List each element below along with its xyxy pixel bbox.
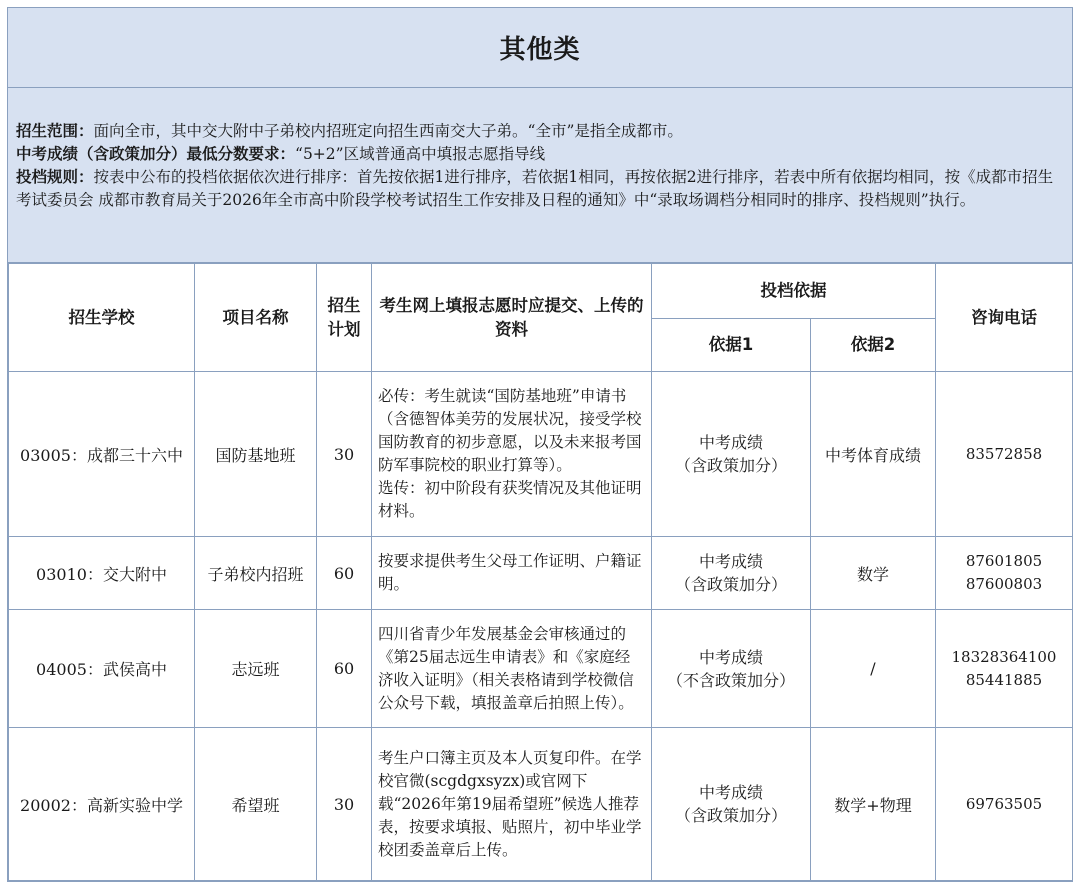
title-band — [8, 8, 1072, 88]
cell-plan: 30 — [317, 728, 372, 881]
rule-line — [16, 166, 1064, 212]
cell-plan: 30 — [317, 372, 372, 537]
cell-basis2: 数学 — [811, 537, 936, 610]
header-plan: 招生计划 — [317, 264, 372, 372]
cell-basis1: 中考成绩 （不含政策加分） — [652, 610, 811, 728]
cell-materials: 按要求提供考生父母工作证明、户籍证明。 — [372, 537, 652, 610]
admission-document — [7, 7, 1073, 882]
cell-school: 03010：交大附中 — [9, 537, 195, 610]
scope-label: 招生范围： — [16, 122, 94, 140]
cell-plan: 60 — [317, 610, 372, 728]
cell-project: 子弟校内招班 — [195, 537, 317, 610]
cell-basis1: 中考成绩 （含政策加分） — [652, 728, 811, 881]
cell-project: 国防基地班 — [195, 372, 317, 537]
scope-text: 面向全市，其中交大附中子弟校内招班定向招生西南交大子弟。“全市”是指全成都市。 — [93, 122, 683, 140]
cell-school: 20002：高新实验中学 — [9, 728, 195, 881]
header-row — [9, 264, 1073, 319]
cell-school: 04005：武侯高中 — [9, 610, 195, 728]
cell-project: 希望班 — [195, 728, 317, 881]
header-basis1: 依据1 — [652, 319, 811, 372]
cell-project: 志远班 — [195, 610, 317, 728]
scope-line — [16, 120, 1064, 143]
table-row — [9, 537, 1073, 610]
admission-table — [8, 263, 1073, 881]
cell-materials: 必传：考生就读“国防基地班”申请书（含德智体美劳的发展状况，接受学校国防教育的初步意愿，以及未来报考国防军事院校的职业打算等）。 选传：初中阶段有获奖情况及其他证明材料。 — [372, 372, 652, 537]
header-school: 招生学校 — [9, 264, 195, 372]
cell-phone: 83572858 — [936, 372, 1073, 537]
cell-phone: 18328364100 85441885 — [936, 610, 1073, 728]
score-label: 中考成绩（含政策加分）最低分数要求： — [16, 145, 296, 163]
cell-plan: 60 — [317, 537, 372, 610]
cell-phone: 69763505 — [936, 728, 1073, 881]
score-text: “5+2”区域普通高中填报志愿指导线 — [295, 145, 546, 163]
rule-text: 按表中公布的投档依据依次进行排序：首先按依据1进行排序，若依据1相同，再按依据2进行排序，若表中所有依据均相同，按《成都市招生考试委员会 成都市教育局关于2026年全市高中阶段学校考试招生工作安排及日程的通知》中“录取场调档分相同时的排序、投档规则”执行。 — [16, 168, 1054, 209]
header-basis2: 依据2 — [811, 319, 936, 372]
cell-materials: 考生户口簿主页及本人页复印件。在学校官微(scgdgxsyzx)或官网下载“2026年第19届希望班”候选人推荐表，按要求填报、贴照片，初中毕业学校团委盖章后上传。 — [372, 728, 652, 881]
table-row — [9, 610, 1073, 728]
table-row — [9, 728, 1073, 881]
header-project: 项目名称 — [195, 264, 317, 372]
table-row — [9, 372, 1073, 537]
cell-basis1: 中考成绩 （含政策加分） — [652, 537, 811, 610]
header-basis: 投档依据 — [652, 264, 936, 319]
cell-phone: 87601805 87600803 — [936, 537, 1073, 610]
rule-label: 投档规则： — [16, 168, 94, 186]
header-phone: 咨询电话 — [936, 264, 1073, 372]
cell-basis2: / — [811, 610, 936, 728]
document-title: 其他类 — [499, 35, 581, 65]
cell-basis1: 中考成绩 （含政策加分） — [652, 372, 811, 537]
cell-basis2: 中考体育成绩 — [811, 372, 936, 537]
cell-basis2: 数学+物理 — [811, 728, 936, 881]
cell-materials: 四川省青少年发展基金会审核通过的《第25届志远生申请表》和《家庭经济收入证明》（相关表格请到学校微信公众号下载，填报盖章后拍照上传）。 — [372, 610, 652, 728]
cell-school: 03005：成都三十六中 — [9, 372, 195, 537]
info-band — [8, 88, 1072, 263]
header-materials: 考生网上填报志愿时应提交、上传的资料 — [372, 264, 652, 372]
score-line — [16, 143, 1064, 166]
